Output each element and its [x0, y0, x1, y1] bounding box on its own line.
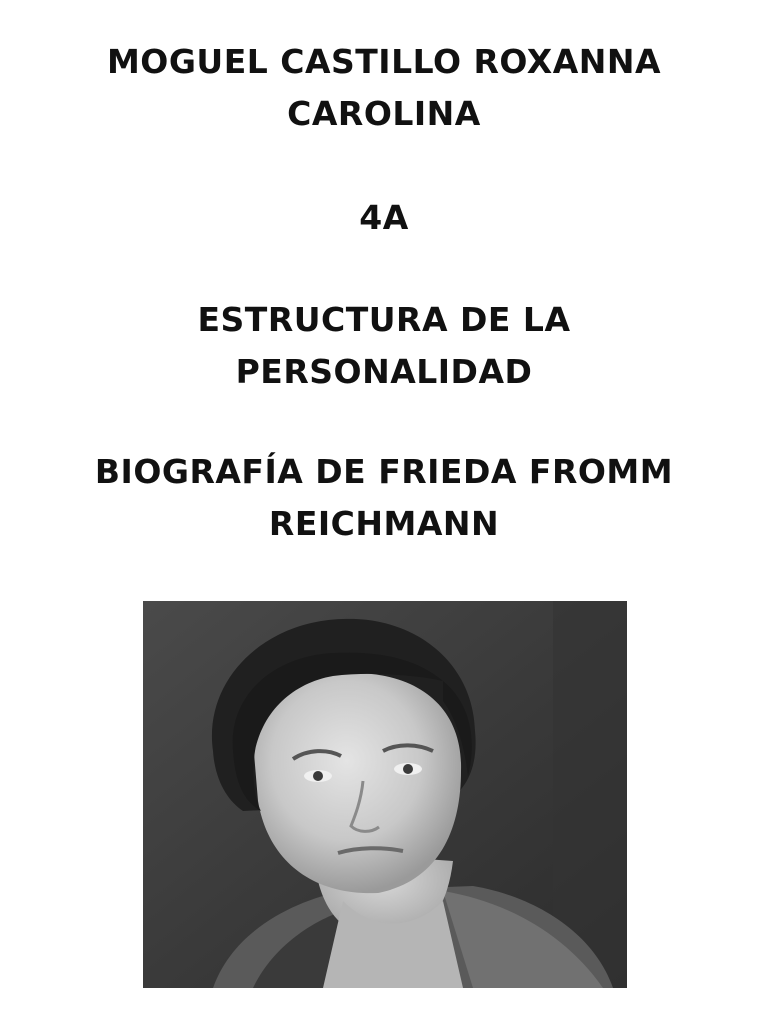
- subject-title: [0, 294, 768, 398]
- student-name-line-1: MOGUEL CASTILLO ROXANNA: [106, 42, 662, 81]
- topic-line-2: REICHMANN: [268, 504, 500, 543]
- topic-title: [0, 446, 768, 550]
- group-text: 4A: [359, 198, 409, 237]
- portrait-illustration: [143, 601, 627, 988]
- group-label: [0, 192, 768, 244]
- portrait-photo: [143, 601, 627, 988]
- subject-line-2: PERSONALIDAD: [235, 352, 533, 391]
- subject-line-1: ESTRUCTURA DE LA: [197, 300, 571, 339]
- student-name: [0, 36, 768, 140]
- student-name-line-2: CAROLINA: [287, 94, 481, 133]
- topic-line-1: BIOGRAFÍA DE FRIEDA FROMM: [94, 452, 674, 491]
